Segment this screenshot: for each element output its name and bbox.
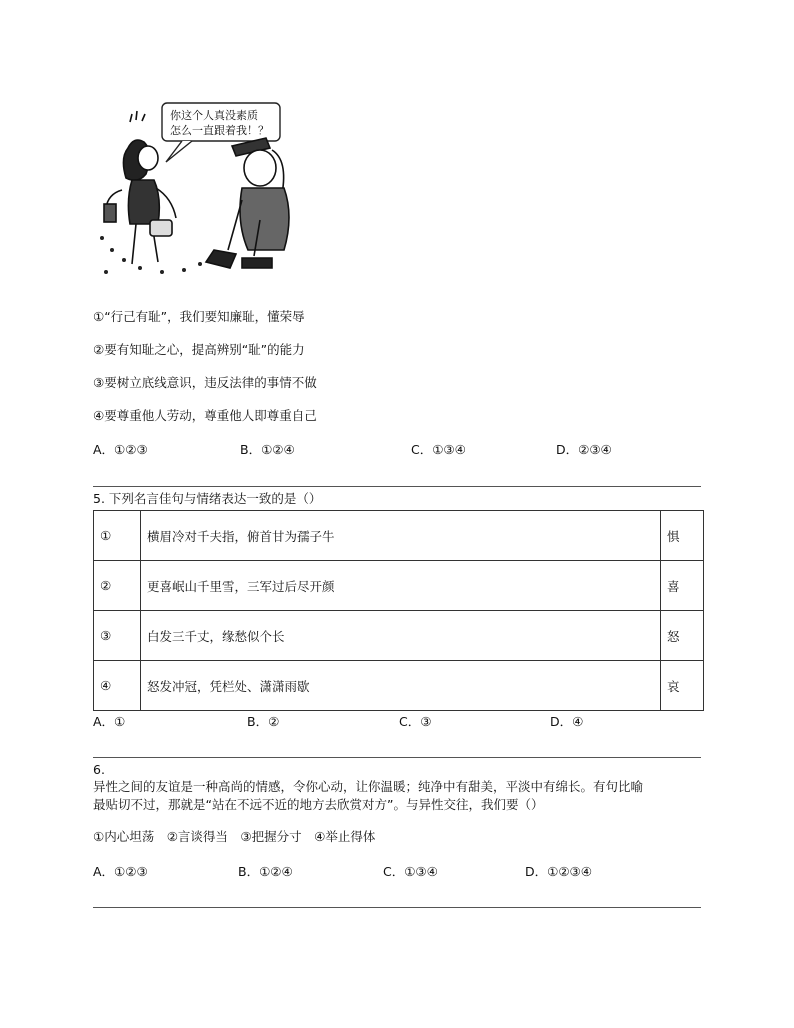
row-emotion: 惧: [661, 511, 704, 561]
cartoon-drawing: [92, 100, 302, 282]
table-row: [94, 561, 704, 611]
q5-option-b[interactable]: B．②: [247, 714, 280, 729]
divider: [93, 486, 701, 487]
row-quote: 怒发冲冠，凭栏处、潇潇雨歇: [141, 661, 661, 711]
row-quote: 更喜岷山千里雪，三军过后尽开颜: [141, 561, 661, 611]
row-number: ③: [94, 611, 141, 661]
row-emotion: 喜: [661, 561, 704, 611]
row-number: ④: [94, 661, 141, 711]
q4-statement-2: ②要有知耻之心，提高辨别“耻”的能力: [93, 342, 305, 357]
q6-stem-line1: 异性之间的友谊是一种高尚的情感，令你心动，让你温暖；纯净中有甜美，平淡中有绵长。有句比喻: [93, 779, 644, 794]
q5-option-c[interactable]: C．③: [399, 714, 432, 729]
speech-line-1: 你这个人真没素质: [170, 109, 258, 122]
divider: [93, 757, 701, 758]
row-emotion: 哀: [661, 661, 704, 711]
q5-option-d[interactable]: D．④: [550, 714, 584, 729]
cartoon-illustration: [92, 100, 302, 282]
table-row: [94, 611, 704, 661]
table-row: [94, 511, 704, 561]
q4-option-d[interactable]: D．②③④: [556, 442, 612, 457]
row-number: ①: [94, 511, 141, 561]
q4-option-a[interactable]: A．①②③: [93, 442, 148, 457]
q4-statement-4: ④要尊重他人劳动，尊重他人即尊重自己: [93, 408, 317, 423]
q6-option-b[interactable]: B．①②④: [238, 864, 293, 879]
q5-option-a[interactable]: A．①: [93, 714, 126, 729]
q4-statement-3: ③要树立底线意识，违反法律的事情不做: [93, 375, 317, 390]
q4-option-c[interactable]: C．①③④: [411, 442, 466, 457]
q6-option-a[interactable]: A．①②③: [93, 864, 148, 879]
q4-option-b[interactable]: B．①②④: [240, 442, 295, 457]
table-row: [94, 661, 704, 711]
q6-stem-line2: 最贴切不过，那就是“站在不远不近的地方去欣赏对方”。与异性交往，我们要（）: [93, 797, 544, 812]
q6-choices: ①内心坦荡 ②言谈得当 ③把握分寸 ④举止得体: [93, 829, 376, 844]
row-quote: 横眉冷对千夫指，俯首甘为孺子牛: [141, 511, 661, 561]
q4-statement-1: ①“行己有耻”，我们要知廉耻，懂荣辱: [93, 309, 305, 324]
q6-option-d[interactable]: D．①②③④: [525, 864, 592, 879]
q6-option-c[interactable]: C．①③④: [383, 864, 438, 879]
speech-line-2: 怎么一直跟着我！？: [170, 124, 269, 137]
q6-number: 6.: [93, 762, 105, 777]
row-number: ②: [94, 561, 141, 611]
row-quote: 白发三千丈，缘愁似个长: [141, 611, 661, 661]
row-emotion: 怒: [661, 611, 704, 661]
divider: [93, 907, 701, 908]
q5-stem: 5. 下列名言佳句与情绪表达一致的是（）: [93, 491, 322, 506]
q5-table: [93, 510, 704, 711]
